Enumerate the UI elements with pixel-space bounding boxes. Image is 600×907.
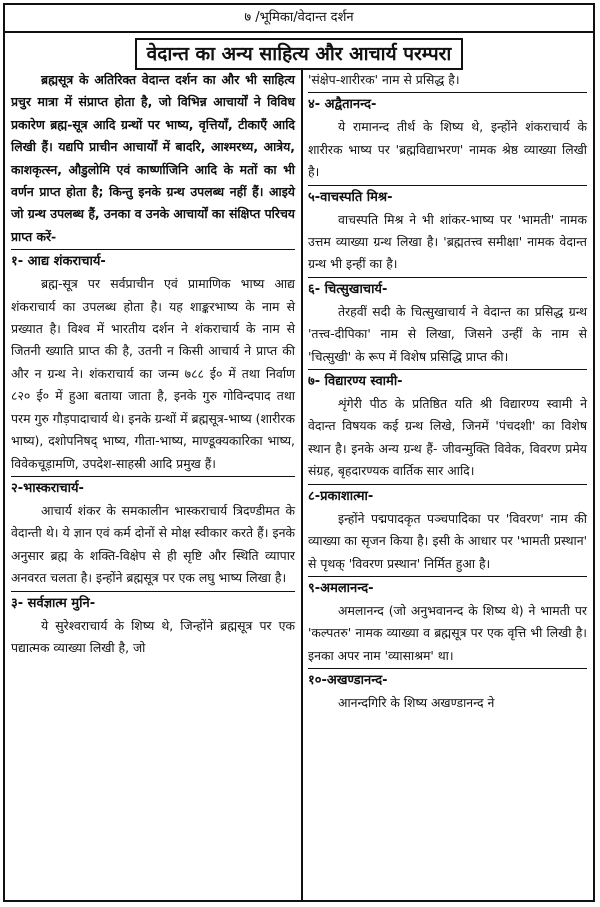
section-heading-advaitananda: ४- अद्वैतानन्द- — [308, 92, 587, 116]
section-text-chitsukhacharya: तेरहवीं सदी के चित्सुखाचार्य ने वेदान्त का प्रसिद्ध ग्रन्थ 'तत्त्व-दीपिका' नाम से लिखा, जिसने उन्हीं के नाम से 'चित्सुखी' के रूप में विशेष प्रसिद्धि प्राप्त की। — [308, 303, 587, 364]
running-title: ७ /भूमिका/वेदान्त दर्शन — [244, 10, 354, 25]
title-area — [5, 33, 593, 72]
section-heading-bhaskaracharya: २-भास्कराचार्य- — [11, 476, 295, 500]
section-text-bhaskaracharya: आचार्य शंकर के समकालीन भास्कराचार्य त्रिदण्डीमत के वेदान्ती थे। ये ज्ञान एवं कर्म दोनों से मोक्ष स्वीकार करते हैं। इनके अनुसार ब्रह्म के शक्ति-विक्षेप से ही सृष्टि और स्थिति व्यापार अनवरत चलता है। इन्होंने ब्रह्मसूत्र पर एक लघु भाष्य लिखा है। — [11, 502, 295, 586]
continuation-text: 'संक्षेप-शारीरक' नाम से प्रसिद्ध है। — [308, 72, 460, 87]
section-heading-sarvajnatma: ३- सर्वज्ञात्म मुनि- — [11, 591, 295, 615]
section-text-advaitananda: ये रामानन्द तीर्थ के शिष्य थे, इन्होंने शंकराचार्य के शारीरक भाष्य पर 'ब्रह्मविद्याभरण' नामक श्रेष्ठ व्याख्या लिखी है। — [308, 119, 587, 180]
page — [3, 3, 595, 902]
page-title: वेदान्त का अन्य साहित्य और आचार्य परम्परा — [135, 38, 464, 70]
intro-paragraph: ब्रह्मसूत्र के अतिरिक्त वेदान्त दर्शन का और भी साहित्य प्रचुर मात्रा में संप्राप्त होता है, जो विभिन्न आचार्यों ने विविध प्रकारेण ब्रह्म-सूत्र आदि ग्रन्थों पर भाष्य, वृत्तियाँ, टीकाएँ आदि लिखी हैं। यद्यपि प्राचीन आचार्यों में बादरि, आश्मरथ्य, आत्रेय, काशकृत्स्न, औडुलोमि एवं कार्ष्णाजिनि आदि के मतों का भी वर्णन प्राप्त होता है; किन्तु इनके ग्रन्थ उपलब्ध नहीं हैं। आइये जो ग्रन्थ उपलब्ध हैं, उनका व उनके आचार्यों का संक्षिप्त परिचय प्राप्त करें- — [11, 72, 295, 244]
section-text-shankaracharya: ब्रह्म-सूत्र पर सर्वप्राचीन एवं प्रामाणिक भाष्य आद्य शंकराचार्य का उपलब्ध होता है। यह शाङ्करभाष्य के नाम से प्रख्यात है। विश्व में भारतीय दर्शन ने शंकराचार्य के नाम से जितनी ख्याति प्राप्त की है, उतनी न किसी आचार्य ने प्राप्त की और न ग्रन्थ ने। शंकराचार्य का जन्म ७८८ ई० में तथा निर्वाण ८२० ई० में हुआ बताया जाता है, इनके गुरु गोविन्दपाद तथा परम गुरु गौड़पादाचार्य थे। इनके ग्रन्थों में ब्रह्मसूत्र-भाष्य (शारीरक भाष्य), दशोपनिषद् भाष्य, गीता-भाष्य, माण्डूक्यकारिका भाष्य, विवेकचूड़ामणि, उपदेश-साहस्री आदि प्रमुख हैं। — [11, 276, 295, 471]
section-heading-shankaracharya: १- आद्य शंकराचार्य- — [11, 249, 295, 273]
section-text-vachaspati: वाचस्पति मिश्र ने भी शांकर-भाष्य पर 'भामती' नामक उत्तम व्याख्या ग्रन्थ लिखा है। 'ब्रह्मतत्त्व समीक्षा' नामक वेदान्त ग्रन्थ भी इन्हीं का है। — [308, 211, 587, 272]
section-heading-vachaspati: ५-वाचस्पति मिश्र- — [308, 185, 587, 209]
section-heading-akhandananda: १०-अखण्डानन्द- — [308, 668, 587, 692]
section-heading-vidyaranya: ७- विद्यारण्य स्वामी- — [308, 369, 587, 393]
two-column-body — [5, 69, 593, 900]
right-column — [302, 69, 593, 900]
section-text-prakashatma: इन्होंने पद्मपादकृत पञ्चपादिका पर 'विवरण' नाम की व्याख्या का सृजन किया है। इसी के आधार पर 'भामती प्रस्थान' से पृथक् 'विवरण प्रस्थान' निर्मित हुआ है। — [308, 510, 587, 571]
section-heading-amalananda: ९-अमलानन्द- — [308, 576, 587, 600]
section-text-akhandananda: आनन्दगिरि के शिष्य अखण्डानन्द ने — [338, 695, 495, 711]
section-heading-chitsukhacharya: ६- चित्सुखाचार्य- — [308, 277, 587, 301]
section-text-vidyaranya: शृंगेरी पीठ के प्रतिष्ठित यति श्री विद्यारण्य स्वामी ने वेदान्त विषयक कई ग्रन्थ लिखे, जिनमें 'पंचदशी' का विशेष स्थान है। इनके अन्य ग्रन्थ हैं- जीवन्मुक्ति विवेक, विवरण प्रमेय संग्रह, बृहदारण्यक वार्तिक सार आदि। — [308, 396, 587, 479]
section-text-sarvajnatma: ये सुरेश्वराचार्य के शिष्य थे, जिन्होंने ब्रह्मसूत्र पर एक पद्यात्मक व्याख्या लिखी है, जो — [11, 617, 295, 655]
running-header — [5, 5, 593, 33]
section-heading-prakashatma: ८-प्रकाशात्मा- — [308, 484, 587, 508]
section-text-amalananda: अमलानन्द (जो अनुभवानन्द के शिष्य थे) ने भामती पर 'कल्पतरु' नामक व्याख्या व ब्रह्मसूत्र पर एक वृत्ति भी लिखी है। इनका अपर नाम 'व्यासाश्रम' था। — [308, 602, 587, 663]
left-column — [5, 69, 301, 900]
